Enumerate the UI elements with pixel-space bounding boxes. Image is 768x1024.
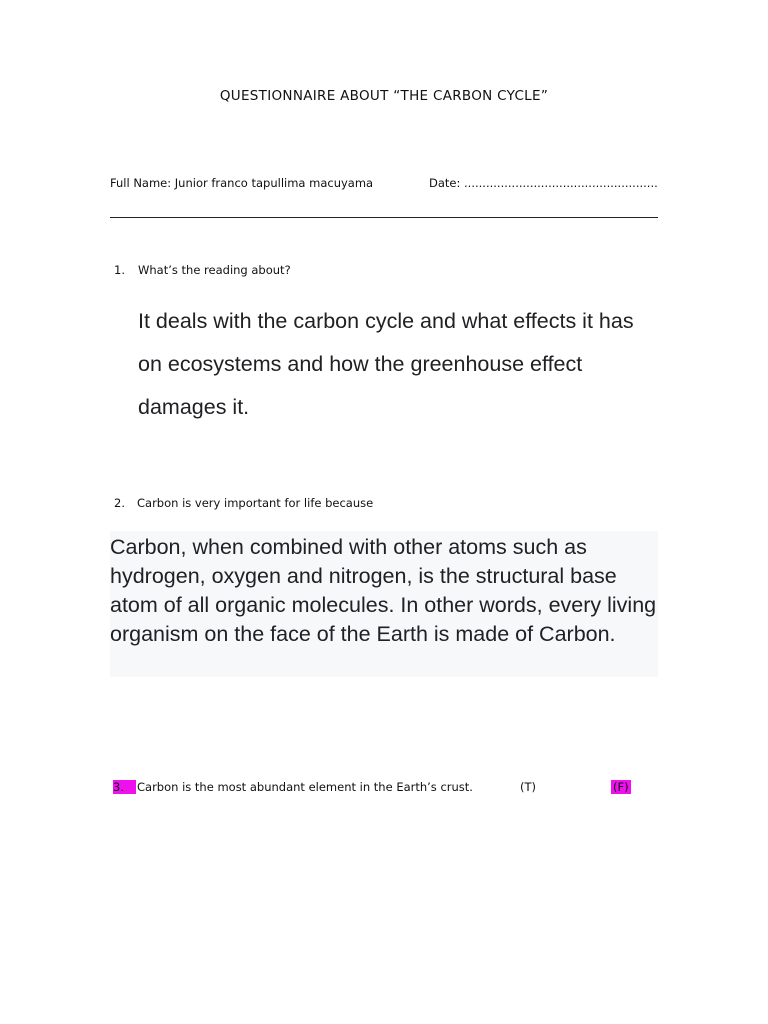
question-2-answer: Carbon, when combined with other atoms such as hydrogen, oxygen and nitrogen, is the structural base atom of all organic molecules. In other words, every living organism on the face of the Earth is made of Carbon. [110,531,658,677]
date-field: Date: ..................................................... [429,176,658,190]
question-3-text: Carbon is the most abundant element in the Earth’s crust. [137,780,473,794]
option-true: (T) [520,780,536,794]
question-1-answer: It deals with the carbon cycle and what effects it has on ecosystems and how the greenhouse effect damages it. [138,309,634,419]
option-false-selected: (F) [613,780,629,794]
header-divider [110,217,658,218]
question-1-text: What’s the reading about? [138,263,291,277]
question-1-number: 1. [114,263,125,277]
full-name-field: Full Name: Junior franco tapullima macuyama [110,176,374,190]
question-2-text: Carbon is very important for life because [137,496,374,510]
question-2-number: 2. [114,496,125,510]
page-title: QUESTIONNAIRE ABOUT “THE CARBON CYCLE” [219,88,549,104]
question-3-number: 3. [113,780,136,794]
